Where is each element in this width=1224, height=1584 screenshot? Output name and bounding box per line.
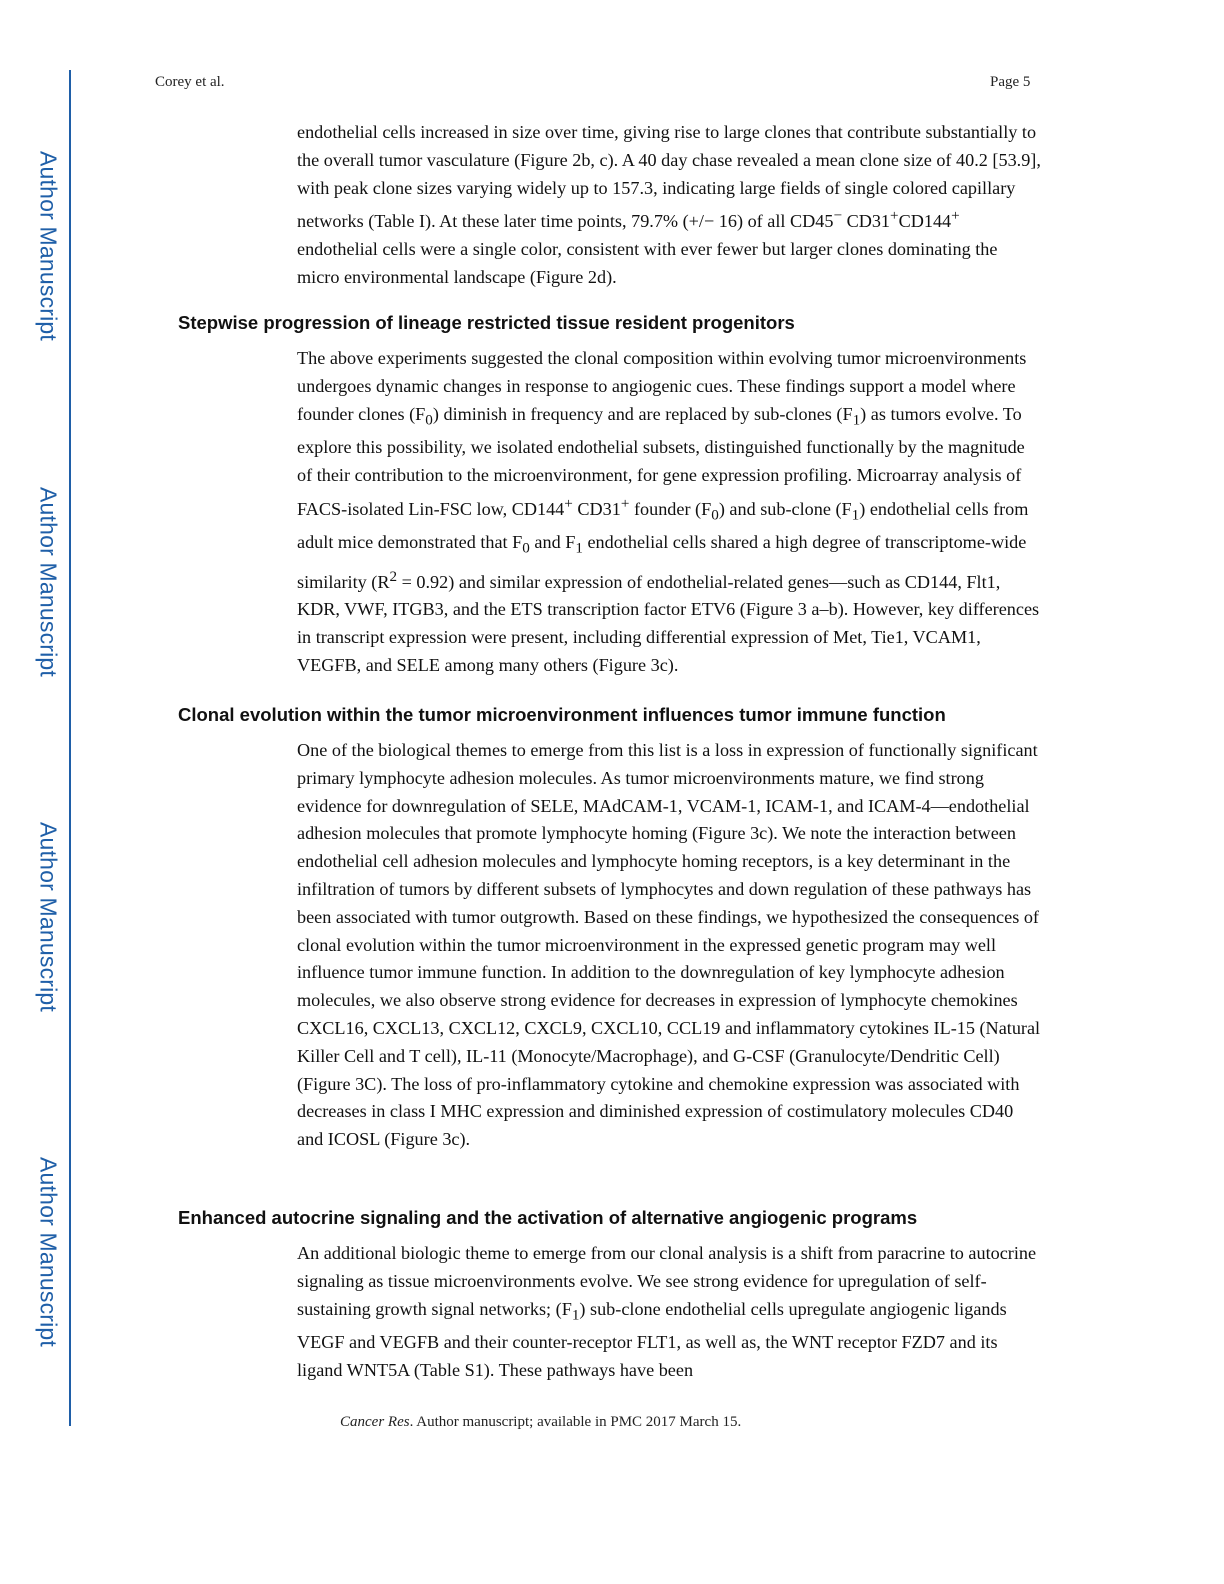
journal-name: Cancer Res	[340, 1414, 410, 1430]
body-paragraph: An additional biologic theme to emerge from our clonal analysis is a shift from paracrine to autocrine signaling as tissue microenvironments evolve. We see strong evidence for upregulation of self-sustaining growth signal networks; $(F_1)$ sub-clone endothelial cells upregulate angiogenic ligands VEGF and VEGFB and their counter-receptor FLT1, as well as, the WNT receptor FZD7 and its ligand WNT5A (Table S1). These pathways have been	[297, 1243, 1037, 1380]
section-heading: Stepwise progression of lineage restricted tissue resident progenitors	[178, 312, 795, 333]
section-heading: Enhanced autocrine signaling and the activation of alternative angiogenic programs	[178, 1207, 918, 1228]
footer-citation	[340, 1414, 741, 1431]
page-number: Page 5	[990, 74, 1031, 90]
side-accent-line	[69, 70, 71, 1426]
body-paragraph: One of the biological themes to emerge from this list is a loss in expression of functionally significant primary lymphocyte adhesion molecules. As tumor microenvironments mature, we find strong evidence for downregulation of SELE, MAdCAM-1, VCAM-1, ICAM-1, and ICAM-4—endothelial adhesion molecules that promote lymphocyte homing (Figure 3c). We note the interaction between endothelial cell adhesion molecules and lymphocyte homing receptors, is a key determinant in the infiltration of tumors by different subsets of lymphocytes and down regulation of these pathways has been associated with tumor outgrowth. Based on these findings, we hypothesized the consequences of clonal evolution within the tumor microenvironment in the expressed genetic program may well influence tumor immune function. In addition to the downregulation of key lymphocyte adhesion molecules, we also observe strong evidence for decreases in expression of lymphocyte chemokines CXCL16, CXCL13, CXCL12, CXCL9, CXCL10, CCL19 and inflammatory cytokines IL-15 (Natural Killer Cell and T cell), IL-11 (Monocyte/Macrophage), and G-CSF (Granulocyte/Dendritic Cell) (Figure 3C). The loss of pro-inflammatory cytokine and chemokine expression was associated with decreases in class I MHC expression and diminished expression of costimulatory molecules CD40 and ICOSL (Figure 3c).	[297, 740, 1041, 1150]
body-paragraph: endothelial cells increased in size over time, giving rise to large clones that contribute substantially to the overall tumor vasculature (Figure 2b, c). A 40 day chase revealed a mean clone size of 40.2 [53.9], with peak clone sizes varying widely up to 157.3, indicating large fields of single colored capillary networks (Table I). At these later time points, 79.7% (+/− 16) of all CD45− CD31+CD144+ endothelial cells were a single color, consistent with ever fewer but larger clones dominating the micro environmental landscape (Figure 2d).	[297, 122, 1041, 288]
footer-availability: . Author manuscript; available in PMC 2017 March 15.	[409, 1414, 742, 1430]
running-header-authors: Corey et al.	[155, 74, 225, 90]
body-paragraph: The above experiments suggested the clonal composition within evolving tumor microenvironments undergoes dynamic changes in response to angiogenic cues. These findings support a model where founder clones $(F_0)$ diminish in frequency and are replaced by sub-clones $(F_1)$ as tumors evolve. To explore this possibility, we isolated endothelial subsets, distinguished functionally by the magnitude of their contribution to the microenvironment, for gene expression profiling. Microarray analysis of FACS-isolated Lin-FSC low, CD144+ CD31+ founder $(F_0)$ and sub-clone $(F_1)$ endothelial cells from adult mice demonstrated that $F_0$ and $F_1$ endothelial cells shared a high degree of transcriptome-wide similarity $(R^2 = 0.92)$ and similar expression of endothelial-related genes—such as CD144, Flt1, KDR, VWF, ITGB3, and the ETS transcription factor ETV6 (Figure 3 a–b). However, key differences in transcript expression were present, including differential expression of Met, Tie1, VCAM1, VEGFB, and SELE among many others (Figure 3c).	[297, 348, 1040, 676]
section-heading: Clonal evolution within the tumor microenvironment influences tumor immune function	[178, 704, 946, 725]
